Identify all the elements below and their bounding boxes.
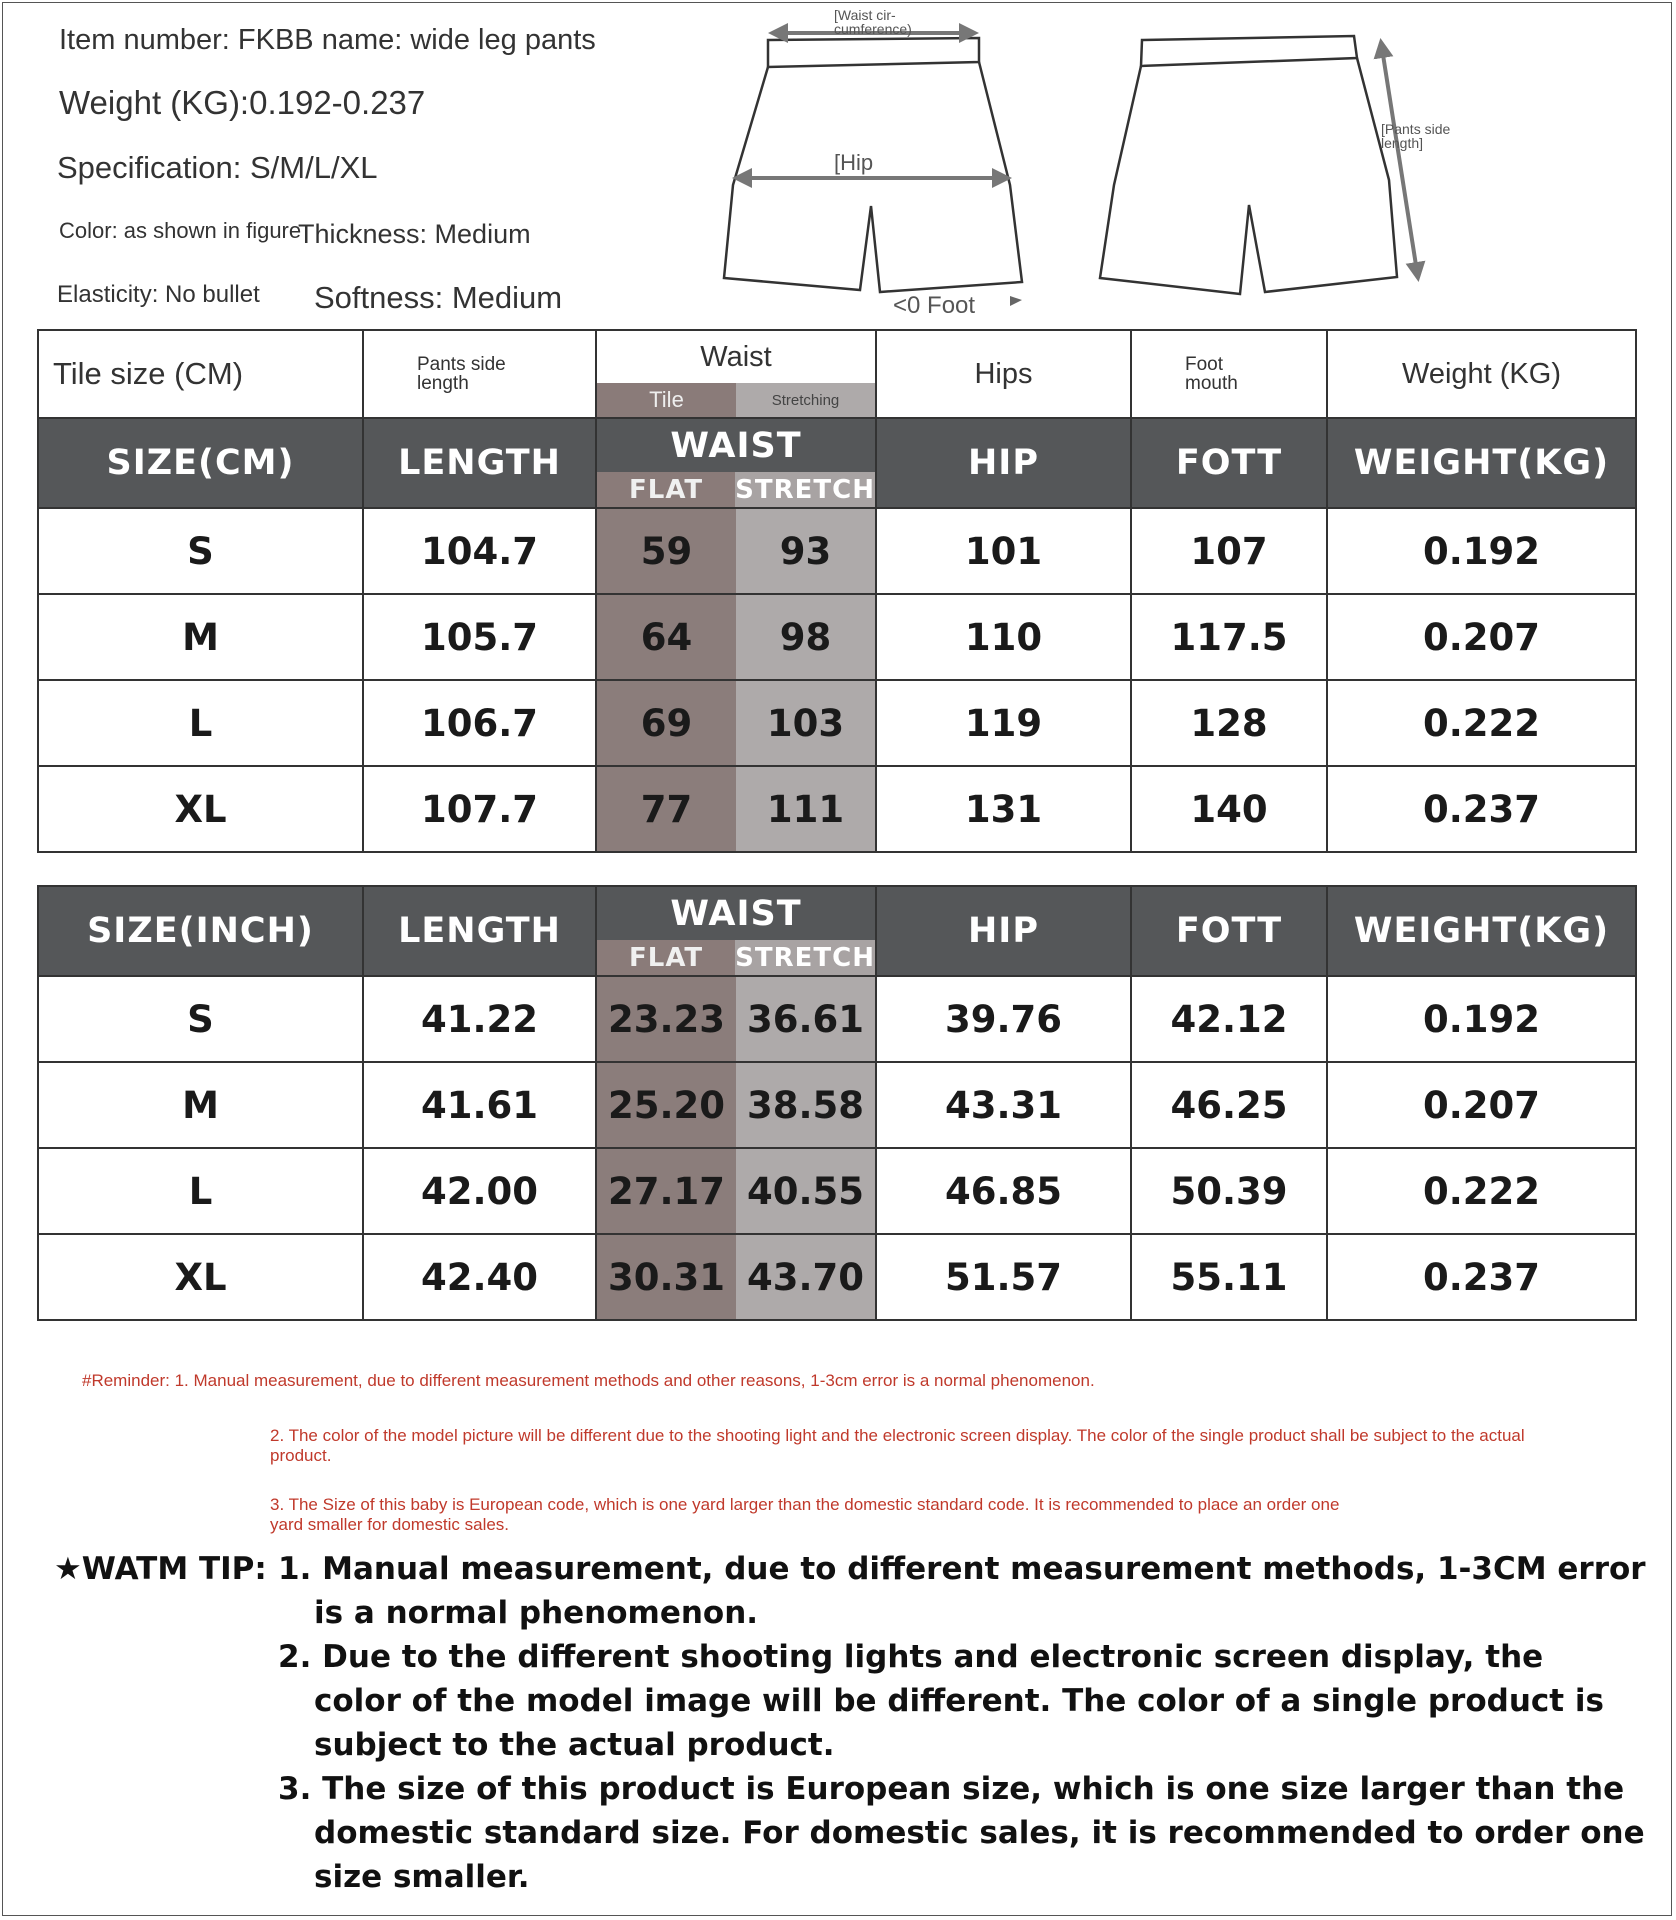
waist-circumference-label: [Waist cir- cumference) bbox=[834, 7, 912, 37]
stretch-subheader: STRETCH bbox=[735, 940, 875, 975]
hip-label: [Hip bbox=[834, 150, 874, 175]
length-cell: 42.00 bbox=[363, 1148, 596, 1234]
foot-header: FOTT bbox=[1131, 886, 1327, 976]
weight-cell: 0.192 bbox=[1327, 508, 1636, 594]
hip-cell: 119 bbox=[876, 680, 1131, 766]
table-row bbox=[38, 1234, 1636, 1320]
foot-cell: 128 bbox=[1131, 680, 1327, 766]
weight-light-header: Weight (KG) bbox=[1327, 330, 1636, 418]
weight-header: WEIGHT(KG) bbox=[1327, 886, 1636, 976]
size-cell: S bbox=[38, 508, 363, 594]
hip-cell: 101 bbox=[876, 508, 1131, 594]
thickness-text: Thickness: Medium bbox=[298, 219, 531, 249]
stretch-cell: 103 bbox=[736, 681, 875, 765]
weight-cell: 0.192 bbox=[1327, 976, 1636, 1062]
waist-cell bbox=[596, 1148, 876, 1234]
stretch-cell: 40.55 bbox=[736, 1149, 875, 1233]
stretch-cell: 38.58 bbox=[736, 1063, 875, 1147]
hip-cell: 131 bbox=[876, 766, 1131, 852]
length-cell: 104.7 bbox=[363, 508, 596, 594]
flat-cell: 23.23 bbox=[597, 977, 736, 1061]
waist-cell bbox=[596, 1062, 876, 1148]
stretch-cell: 98 bbox=[736, 595, 875, 679]
size-cell: M bbox=[38, 594, 363, 680]
size-cell: XL bbox=[38, 766, 363, 852]
foot-cell: 42.12 bbox=[1131, 976, 1327, 1062]
hip-cell: 43.31 bbox=[876, 1062, 1131, 1148]
pants-side-length-label: [Pants side length] bbox=[1381, 121, 1451, 151]
length-cell: 41.61 bbox=[363, 1062, 596, 1148]
inch-dark-header-row bbox=[38, 886, 1636, 976]
stretch-cell: 43.70 bbox=[736, 1235, 875, 1319]
length-cell: 107.7 bbox=[363, 766, 596, 852]
item-number-text: Item number: FKBB name: wide leg pants bbox=[59, 24, 596, 56]
waist-cell bbox=[596, 976, 876, 1062]
flat-cell: 30.31 bbox=[597, 1235, 736, 1319]
stretch-cell: 93 bbox=[736, 509, 875, 593]
tile-subheader: Tile bbox=[597, 383, 736, 417]
stretch-cell: 36.61 bbox=[736, 977, 875, 1061]
hip-cell: 110 bbox=[876, 594, 1131, 680]
waist-cell bbox=[596, 508, 876, 594]
weight-text: Weight (KG):0.192-0.237 bbox=[59, 84, 426, 121]
length-header: LENGTH bbox=[363, 886, 596, 976]
flat-cell: 27.17 bbox=[597, 1149, 736, 1233]
flat-cell: 69 bbox=[597, 681, 736, 765]
table-row bbox=[38, 508, 1636, 594]
hip-cell: 51.57 bbox=[876, 1234, 1131, 1320]
flat-subheader: FLAT bbox=[597, 472, 735, 507]
waist-header bbox=[596, 886, 876, 976]
tip-item-3: 3. The size of this product is European size, which is one size larger than the domestic standard size. For domestic sales, it is recommended to order one size smaller. bbox=[278, 1771, 1645, 1895]
foot-header: FOTT bbox=[1131, 418, 1327, 508]
size-table-cm bbox=[37, 329, 1637, 853]
hips-header: Hips bbox=[876, 330, 1131, 418]
size-cell: M bbox=[38, 1062, 363, 1148]
length-header: LENGTH bbox=[363, 418, 596, 508]
size-cell: L bbox=[38, 1148, 363, 1234]
foot-cell: 55.11 bbox=[1131, 1234, 1327, 1320]
flat-subheader: FLAT bbox=[597, 940, 735, 975]
tile-size-header: Tile size (CM) bbox=[38, 330, 363, 418]
weight-header: WEIGHT(KG) bbox=[1327, 418, 1636, 508]
size-inch-header: SIZE(INCH) bbox=[38, 886, 363, 976]
waist-header-label: WAIST bbox=[670, 893, 802, 934]
tip-item-2: 2. Due to the different shooting lights and electronic screen display, the color of the model image will be different. The color of a single product is subject to the actual product. bbox=[278, 1639, 1604, 1763]
weight-cell: 0.207 bbox=[1327, 1062, 1636, 1148]
waist-cell bbox=[596, 594, 876, 680]
stretching-subheader: Stretching bbox=[736, 383, 875, 417]
flat-cell: 25.20 bbox=[597, 1063, 736, 1147]
flat-cell: 59 bbox=[597, 509, 736, 593]
weight-cell: 0.237 bbox=[1327, 766, 1636, 852]
waist-header-label: WAIST bbox=[670, 425, 802, 466]
reminder-3: 3. The Size of this baby is European code, which is one yard larger than the domestic standard code. It is recommended to place an order one yard smaller for domestic sales. bbox=[270, 1495, 1340, 1534]
length-cell: 41.22 bbox=[363, 976, 596, 1062]
flat-cell: 64 bbox=[597, 595, 736, 679]
foot-cell: 107 bbox=[1131, 508, 1327, 594]
waist-header bbox=[596, 418, 876, 508]
elasticity-text: Elasticity: No bullet bbox=[57, 281, 260, 308]
flat-cell: 77 bbox=[597, 767, 736, 851]
specification-text: Specification: S/M/L/XL bbox=[57, 150, 378, 185]
tip-item-1: 1. Manual measurement, due to different measurement methods, 1-3CM error is a normal phenomenon. bbox=[278, 1551, 1646, 1631]
waist-light-label: Waist bbox=[700, 340, 772, 373]
table-row bbox=[38, 976, 1636, 1062]
weight-cell: 0.222 bbox=[1327, 1148, 1636, 1234]
table-row bbox=[38, 680, 1636, 766]
length-cell: 105.7 bbox=[363, 594, 596, 680]
pants-outline-icon bbox=[700, 0, 1500, 330]
cm-dark-header-row bbox=[38, 418, 1636, 508]
hip-header: HIP bbox=[876, 418, 1131, 508]
weight-cell: 0.237 bbox=[1327, 1234, 1636, 1320]
pants-diagram bbox=[700, 0, 1500, 330]
hip-cell: 46.85 bbox=[876, 1148, 1131, 1234]
tip-label: ★WATM TIP: bbox=[54, 1551, 267, 1587]
table-row bbox=[38, 1062, 1636, 1148]
foot-cell: 117.5 bbox=[1131, 594, 1327, 680]
foot-cell: 140 bbox=[1131, 766, 1327, 852]
waist-cell bbox=[596, 1234, 876, 1320]
weight-cell: 0.207 bbox=[1327, 594, 1636, 680]
stretch-subheader: STRETCH bbox=[735, 472, 875, 507]
waist-cell bbox=[596, 766, 876, 852]
color-text: Color: as shown in figure bbox=[59, 218, 302, 243]
table-row bbox=[38, 594, 1636, 680]
size-cm-header: SIZE(CM) bbox=[38, 418, 363, 508]
stretch-cell: 111 bbox=[736, 767, 875, 851]
foot-cell: 50.39 bbox=[1131, 1148, 1327, 1234]
table-row bbox=[38, 766, 1636, 852]
size-table-inch bbox=[37, 885, 1637, 1321]
length-cell: 42.40 bbox=[363, 1234, 596, 1320]
waist-cell bbox=[596, 680, 876, 766]
size-cell: XL bbox=[38, 1234, 363, 1320]
foot-mouth-label: <0 Foot bbox=[893, 292, 976, 319]
hip-cell: 39.76 bbox=[876, 976, 1131, 1062]
pants-side-length-header: Pants side length bbox=[363, 330, 596, 418]
softness-text: Softness: Medium bbox=[314, 280, 563, 315]
size-cell: S bbox=[38, 976, 363, 1062]
size-cell: L bbox=[38, 680, 363, 766]
cm-light-header-row bbox=[38, 330, 1636, 418]
reminder-1: #Reminder: 1. Manual measurement, due to different measurement methods and other reasons, 1-3cm error is a normal phenomenon. bbox=[82, 1371, 1095, 1390]
weight-cell: 0.222 bbox=[1327, 680, 1636, 766]
reminder-2: 2. The color of the model picture will be different due to the shooting light and the electronic screen display. The color of the single product shall be subject to the actual product. bbox=[270, 1426, 1525, 1465]
table-row bbox=[38, 1148, 1636, 1234]
foot-mouth-header: Foot mouth bbox=[1131, 330, 1327, 418]
foot-cell: 46.25 bbox=[1131, 1062, 1327, 1148]
waist-light-header bbox=[596, 330, 876, 418]
length-cell: 106.7 bbox=[363, 680, 596, 766]
hip-header: HIP bbox=[876, 886, 1131, 976]
